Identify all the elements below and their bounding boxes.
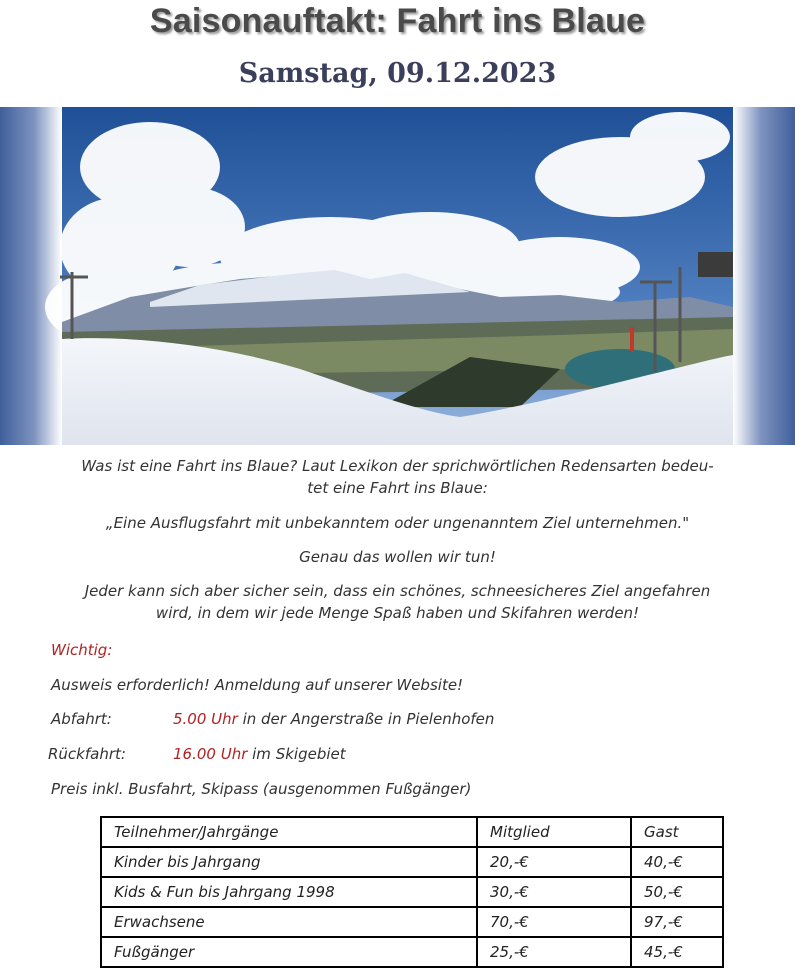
header-member: Mitglied [477,817,631,847]
promise-text [40,580,755,624]
quote-text: „Eine Ausflugsfahrt mit unbekanntem oder ungenanntem Ziel unternehmen." [105,514,690,532]
table-row [101,937,723,967]
departure-time: 5.00 Uhr [173,710,238,728]
statement-text: Genau das wollen wir tun! [299,548,496,566]
departure-row [51,710,494,728]
row-guest-price: 50,-€ [631,877,723,907]
return-time: 16.00 Uhr [173,745,248,763]
row-member-price: 25,-€ [477,937,631,967]
row-guest-price: 97,-€ [631,907,723,937]
departure-label: Abfahrt: [51,710,112,728]
header-participants: Teilnehmer/Jahrgänge [101,817,477,847]
intro-line-2: tet eine Fahrt ins Blaue: [307,479,488,497]
header-guest: Gast [631,817,723,847]
row-member-price: 30,-€ [477,877,631,907]
promise-line-1: Jeder kann sich aber sicher sein, dass ein schönes, schneesicheres Ziel angefahren [84,582,711,600]
event-date: Samstag, 09.12.2023 [238,58,557,89]
promise-line-2: wird, in dem wir jede Menge Spaß haben und Skifahren werden! [155,604,640,622]
table-row [101,907,723,937]
row-category: Erwachsene [101,907,477,937]
return-place: im Skigebiet [247,745,346,763]
id-notice: Ausweis erforderlich! Anmeldung auf unserer Website! [51,676,464,694]
price-note: Preis inkl. Busfahrt, Skipass (ausgenommen Fußgänger) [51,780,472,798]
row-category: Kinder bis Jahrgang [101,847,477,877]
table-row [101,847,723,877]
page-title: Saisonauftakt: Fahrt ins Blaue [149,2,646,40]
intro-line-1: Was ist eine Fahrt ins Blaue? Laut Lexikon der sprichwörtlichen Redensarten bedeu- [81,457,714,475]
important-label: Wichtig: [51,641,113,659]
price-table [100,816,724,968]
row-member-price: 70,-€ [477,907,631,937]
return-row [48,745,346,763]
row-guest-price: 40,-€ [631,847,723,877]
table-header-row [101,817,723,847]
panorama-photo [0,107,795,445]
intro-text [40,455,755,499]
row-category: Fußgänger [101,937,477,967]
row-guest-price: 45,-€ [631,937,723,967]
row-member-price: 20,-€ [477,847,631,877]
row-category: Kids & Fun bis Jahrgang 1998 [101,877,477,907]
return-label: Rückfahrt: [48,745,126,763]
departure-place: in der Angerstraße in Pielenhofen [237,710,495,728]
table-row [101,877,723,907]
